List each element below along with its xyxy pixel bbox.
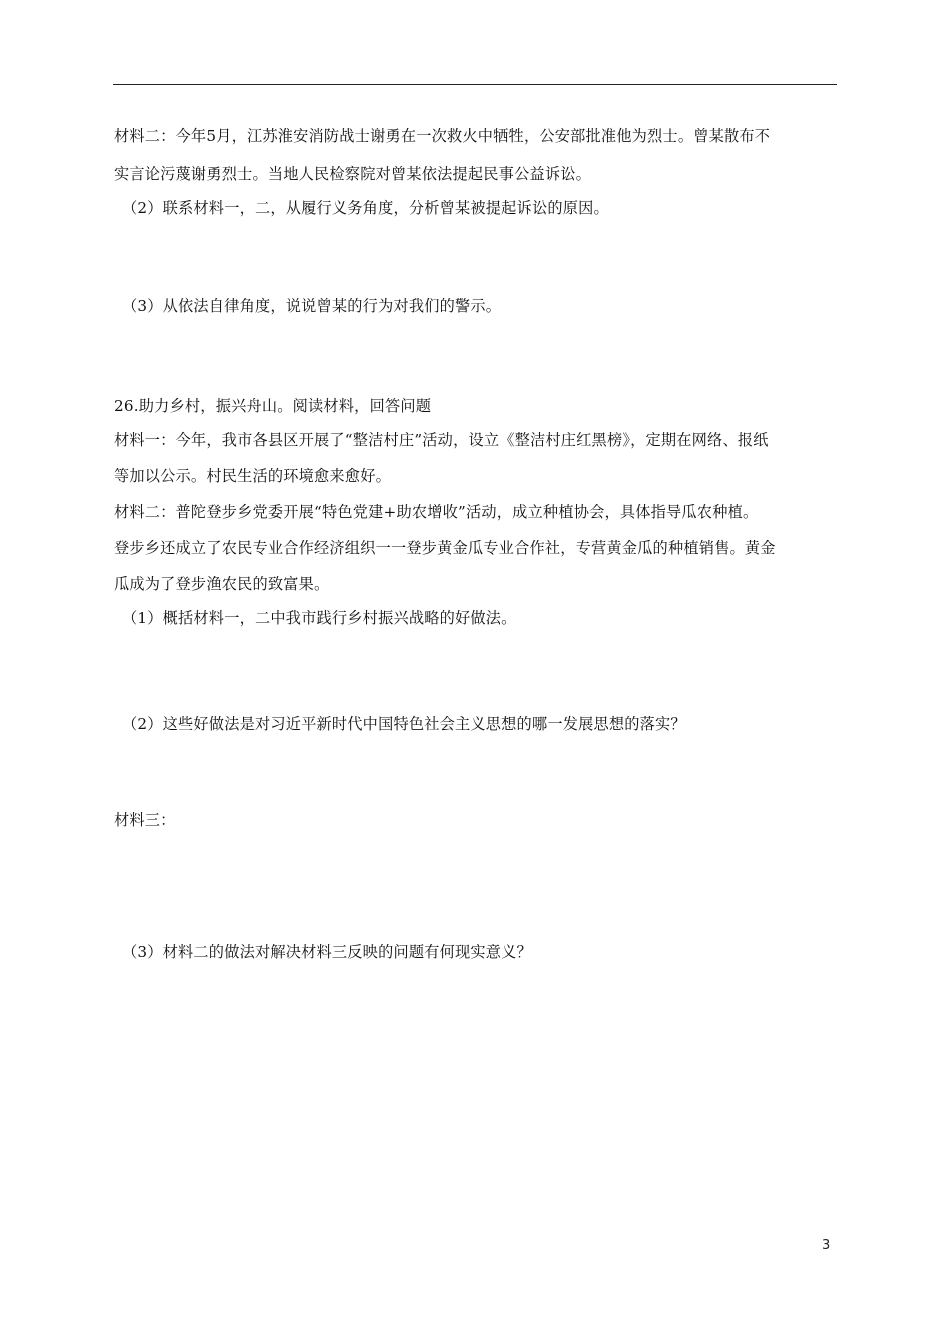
question-26-heading: 26.助力乡村，振兴舟山。阅读材料，回答问题 (114, 397, 432, 415)
question-26-3: （3）材料二的做法对解决材料三反映的问题有何现实意义？ (122, 943, 532, 961)
material-one-line-1: 材料一：今年，我市各县区开展了“整洁村庄”活动，设立《整洁村庄红黑榜》，定期在网络、报纸 (114, 431, 769, 449)
question-26-1: （1）概括材料一，二中我市践行乡村振兴战略的好做法。 (122, 609, 517, 627)
material-two-line-2: 实言论污蔑谢勇烈士。当地人民检察院对曾某依法提起民事公益诉讼。 (114, 165, 592, 183)
material-two-line-1: 材料二：今年5月，江苏淮安消防战士谢勇在一次救火中牺牲，公安部批准他为烈士。曾某散布不 (114, 127, 771, 145)
material-two-b-line-2: 登步乡还成立了农民专业合作经济组织一一登步黄金瓜专业合作社，专营黄金瓜的种植销售。黄金 (114, 539, 776, 557)
question-26-2: （2）这些好做法是对习近平新时代中国特色社会主义思想的哪一发展思想的落实？ (122, 715, 686, 733)
question-25-3: （3）从依法自律角度，说说曾某的行为对我们的警示。 (122, 297, 502, 315)
material-three-label: 材料三： (114, 811, 176, 829)
material-two-b-line-3: 瓜成为了登步渔农民的致富果。 (114, 575, 330, 593)
page-number: 3 (822, 1238, 831, 1253)
header-rule (113, 84, 837, 85)
material-two-b-line-1: 材料二：普陀登步乡党委开展“特色党建+助农增收”活动，成立种植协会，具体指导瓜农种植。 (114, 503, 759, 521)
question-25-2: （2）联系材料一，二，从履行义务角度，分析曾某被提起诉讼的原因。 (122, 199, 609, 217)
material-one-line-2: 等加以公示。村民生活的环境愈来愈好。 (114, 467, 391, 485)
